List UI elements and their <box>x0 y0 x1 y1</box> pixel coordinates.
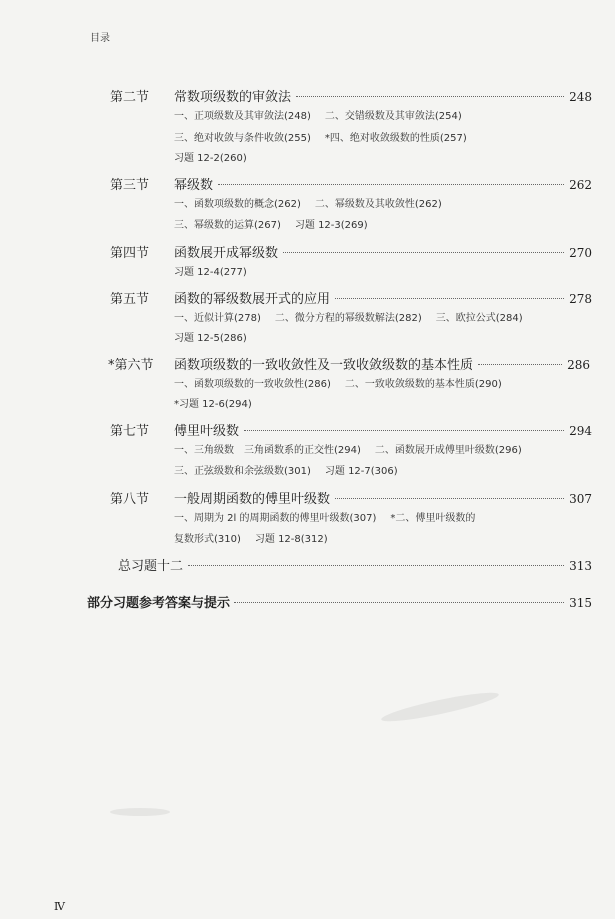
subsection-item[interactable]: 复数形式(310) <box>174 534 241 545</box>
leader-dots <box>218 183 564 185</box>
subsection-item[interactable]: *四、绝对收敛级数的性质(257) <box>324 133 467 144</box>
section-number: 第三节 <box>110 178 150 193</box>
part-heading[interactable] <box>87 592 592 612</box>
section-heading[interactable] <box>110 86 592 106</box>
subsection-line <box>174 198 442 212</box>
section-number: 第八节 <box>110 492 150 507</box>
leader-dots <box>234 601 564 603</box>
subsection-line <box>174 398 252 412</box>
section-heading[interactable] <box>110 420 592 440</box>
subsection-line <box>174 266 247 280</box>
section-number: 第四节 <box>110 246 150 261</box>
subsection-line <box>174 533 328 547</box>
subsection-line <box>174 110 462 124</box>
page-number: 270 <box>569 246 592 260</box>
running-header: 目录 <box>90 33 110 44</box>
leader-dots <box>283 251 564 253</box>
subsection-item[interactable]: 三、正弦级数和余弦级数(301) <box>174 466 311 477</box>
paper-smudge <box>110 808 170 816</box>
subsection-item[interactable]: 二、函数展开成傅里叶级数(296) <box>374 445 522 456</box>
subsection-line <box>174 219 368 233</box>
section-title: 一般周期函数的傅里叶级数 <box>174 492 331 507</box>
subsection-line <box>174 132 467 146</box>
exercise-item[interactable]: 习题 12-3(269) <box>294 220 368 231</box>
section-title: 常数项级数的审敛法 <box>174 90 292 105</box>
page-folio: Ⅳ <box>54 900 65 913</box>
section-title: 幂级数 <box>174 178 214 193</box>
subsection-item[interactable]: 三、绝对收敛与条件收敛(255) <box>174 133 311 144</box>
exercise-item[interactable]: *习题 12-6(294) <box>174 399 252 410</box>
page-number: 286 <box>567 358 590 372</box>
subsection-item[interactable]: *二、傅里叶级数的 <box>390 513 476 524</box>
section-title: 函数项级数的一致收敛性及一致收敛级数的基本性质 <box>174 358 474 373</box>
page-number: 307 <box>569 492 592 506</box>
section-title: 总习题十二 <box>118 559 184 574</box>
exercise-item[interactable]: 习题 12-8(312) <box>254 534 328 545</box>
section-heading[interactable] <box>118 555 592 575</box>
subsection-line <box>174 332 247 346</box>
page-number: 262 <box>569 178 592 192</box>
section-heading[interactable] <box>110 174 592 194</box>
leader-dots <box>335 297 564 299</box>
part-title: 部分习题参考答案与提示 <box>87 596 231 611</box>
subsection-item[interactable]: 二、幂级数及其收敛性(262) <box>314 199 442 210</box>
section-title: 函数的幂级数展开式的应用 <box>174 292 331 307</box>
leader-dots <box>478 363 562 365</box>
subsection-item[interactable]: 二、微分方程的幂级数解法(282) <box>274 313 422 324</box>
leader-dots <box>244 429 564 431</box>
section-number: *第六节 <box>108 358 154 373</box>
page-number: 248 <box>569 90 592 104</box>
section-number: 第七节 <box>110 424 150 439</box>
section-heading[interactable] <box>110 288 592 308</box>
page-number: 278 <box>569 292 592 306</box>
page-number: 294 <box>569 424 592 438</box>
exercise-item[interactable]: 习题 12-5(286) <box>174 333 247 344</box>
page-number: 313 <box>569 559 592 573</box>
exercise-item[interactable]: 习题 12-4(277) <box>174 267 247 278</box>
subsection-item[interactable]: 三、欧拉公式(284) <box>435 313 523 324</box>
subsection-item[interactable]: 三、幂级数的运算(267) <box>174 220 281 231</box>
subsection-item[interactable]: 一、周期为 2l 的周期函数的傅里叶级数(307) <box>174 513 377 524</box>
subsection-item[interactable]: 二、一致收敛级数的基本性质(290) <box>344 379 502 390</box>
leader-dots <box>188 564 564 566</box>
subsection-line <box>174 444 522 458</box>
section-heading[interactable] <box>110 242 592 262</box>
subsection-item[interactable]: 一、三角级数 三角函数系的正交性(294) <box>174 445 361 456</box>
subsection-line <box>174 312 523 326</box>
leader-dots <box>335 497 564 499</box>
subsection-line <box>174 152 247 166</box>
section-heading[interactable] <box>110 488 592 508</box>
subsection-item[interactable]: 二、交错级数及其审敛法(254) <box>324 111 462 122</box>
subsection-item[interactable]: 一、函数项级数的概念(262) <box>174 199 301 210</box>
subsection-item[interactable]: 一、函数项级数的一致收敛性(286) <box>174 379 331 390</box>
section-number: 第二节 <box>110 90 150 105</box>
section-heading[interactable] <box>108 354 590 374</box>
leader-dots <box>296 95 564 97</box>
subsection-item[interactable]: 一、正项级数及其审敛法(248) <box>174 111 311 122</box>
exercise-item[interactable]: 习题 12-7(306) <box>324 466 398 477</box>
subsection-line <box>174 512 475 526</box>
section-title: 函数展开成幂级数 <box>174 246 279 261</box>
section-number: 第五节 <box>110 292 150 307</box>
section-title: 傅里叶级数 <box>174 424 240 439</box>
exercise-item[interactable]: 习题 12-2(260) <box>174 153 247 164</box>
subsection-line <box>174 378 502 392</box>
page-number: 315 <box>569 596 592 610</box>
subsection-line <box>174 465 398 479</box>
subsection-item[interactable]: 一、近似计算(278) <box>174 313 261 324</box>
